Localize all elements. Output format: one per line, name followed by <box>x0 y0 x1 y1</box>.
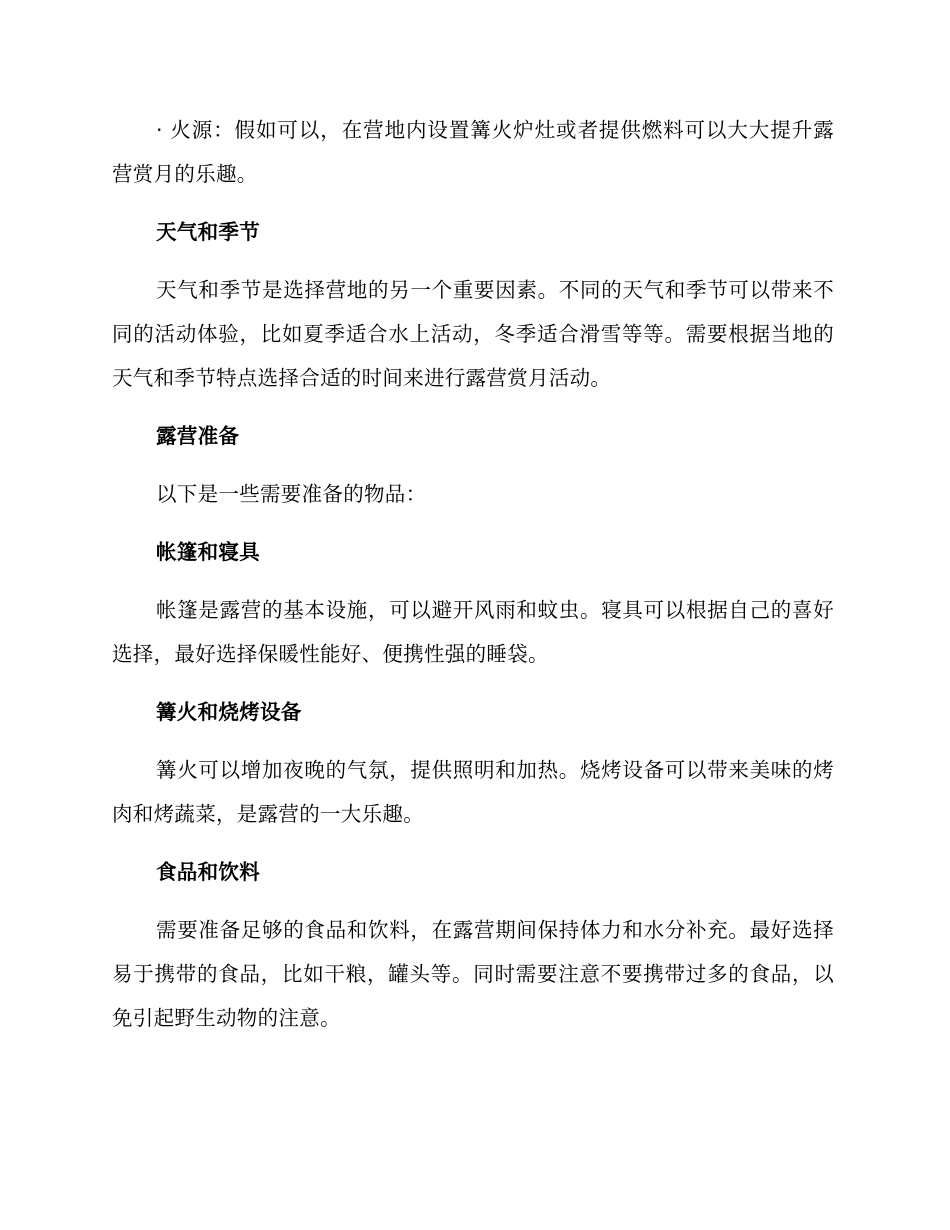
heading-food-drink: 食品和饮料 <box>156 860 260 884</box>
document-page <box>112 108 834 1040</box>
heading-weather-season: 天气和季节 <box>156 220 260 244</box>
heading-camping-prep: 露营准备 <box>156 424 240 448</box>
paragraph-items-intro: 以下是一些需要准备的物品： <box>156 482 427 506</box>
paragraph-bonfire-bbq: 篝火可以增加夜晚的气氛，提供照明和加热。烧烤设备可以带来美味的烤肉和烤蔬菜，是露营的一大乐趣。 <box>112 758 834 826</box>
paragraph-weather-season: 天气和季节是选择营地的另一个重要因素。不同的天气和季节可以带来不同的活动体验，比如夏季适合水上活动，冬季适合滑雪等等。需要根据当地的天气和季节特点选择合适的时间来进行露营赏月活动。 <box>112 278 834 390</box>
heading-tent-bedding: 帐篷和寝具 <box>156 540 260 564</box>
paragraph-fire-source: · 火源：假如可以，在营地内设置篝火炉灶或者提供燃料可以大大提升露营赏月的乐趣。 <box>112 118 834 186</box>
paragraph-food-drink: 需要准备足够的食品和饮料，在露营期间保持体力和水分补充。最好选择易于携带的食品，比如干粮，罐头等。同时需要注意不要携带过多的食品，以免引起野生动物的注意。 <box>112 918 834 1030</box>
paragraph-tent-bedding: 帐篷是露营的基本设施，可以避开风雨和蚊虫。寝具可以根据自己的喜好选择，最好选择保暖性能好、便携性强的睡袋。 <box>112 598 834 666</box>
heading-bonfire-bbq: 篝火和烧烤设备 <box>156 700 302 724</box>
